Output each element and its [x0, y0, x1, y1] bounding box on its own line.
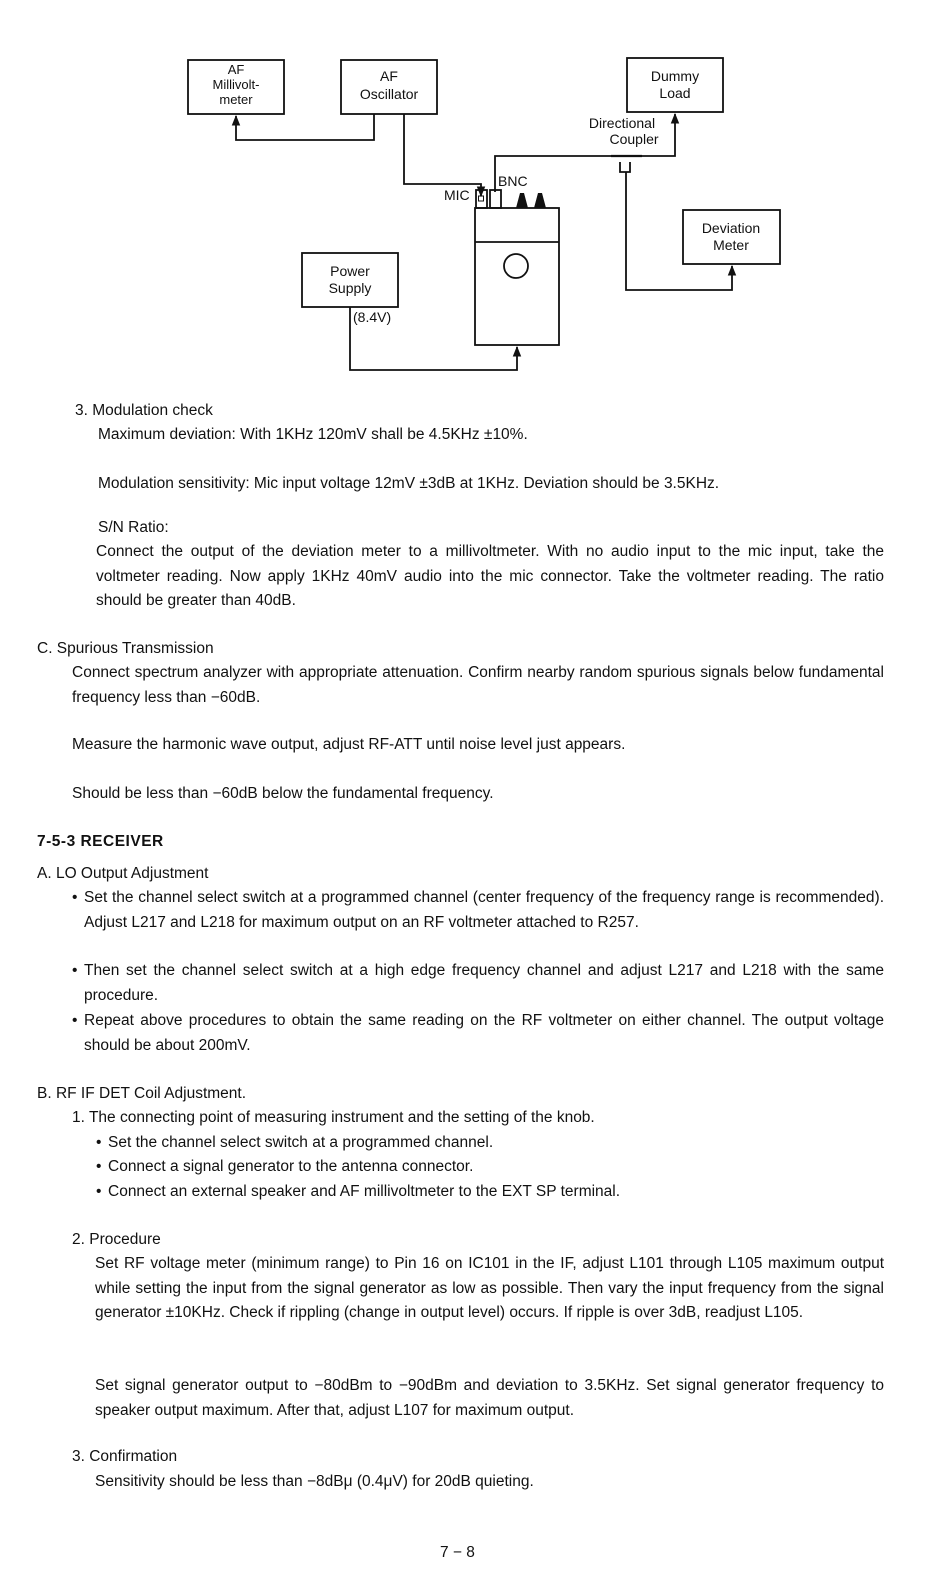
conn-item-1: Set the channel select switch at a programmed channel.: [108, 1134, 494, 1151]
conn-item-2: Connect a signal generator to the antenna connector.: [108, 1158, 474, 1175]
power-supply-label-2: Supply: [328, 280, 372, 296]
af-oscillator-label-2: Oscillator: [359, 86, 419, 102]
bullet-icon: •: [96, 1183, 102, 1200]
lo-item-1: Set the channel select switch at a programmed channel (center frequency of the frequency range is recommended). Adjust L217 and L218 for maximum output on an RF voltmeter attached to R257.: [84, 889, 884, 931]
spurious-text-1: Connect spectrum analyzer with appropriate attenuation. Confirm nearby random spurious signals below fundamental frequency less than −60dB.: [72, 664, 884, 706]
voltage-label: (8.4V): [353, 309, 392, 325]
deviation-meter-label-2: Meter: [713, 237, 749, 253]
bnc-label: BNC: [498, 173, 528, 189]
confirmation-text: Sensitivity should be less than −8dBμ (0.4μV) for 20dB quieting.: [95, 1473, 534, 1490]
dummy-load-label-2: Load: [659, 85, 691, 101]
procedure-text-1: Set RF voltage meter (minimum range) to Pin 16 on IC101 in the IF, adjust L101 through L105 maximum output while setting the input from the signal generator as low as possible. Then vary the input frequency from the signal generator ±10KHz. Check if rippling (change in output level) occurs. If ripple is over 3dB, readjust L105.: [95, 1255, 884, 1321]
rf-if-det-title: B. RF IF DET Coil Adjustment.: [37, 1085, 247, 1102]
radio-unit: [475, 208, 559, 345]
directional-coupler-label-1: Directional: [588, 115, 656, 131]
page-number: 7 − 8: [440, 1544, 475, 1561]
bullet-icon: •: [96, 1158, 102, 1175]
confirmation-title: 3. Confirmation: [72, 1448, 178, 1465]
bullet-icon: •: [72, 889, 78, 906]
modulation-sensitivity-text: Modulation sensitivity: Mic input voltage 12mV ±3dB at 1KHz. Deviation should be 3.5KHz.: [98, 475, 720, 492]
procedure-title: 2. Procedure: [72, 1231, 161, 1248]
dummy-load-label-1: Dummy: [650, 68, 700, 84]
mic-label: MIC: [444, 187, 470, 203]
modulation-check-title: 3. Modulation check: [75, 402, 213, 419]
test-setup-diagram: [0, 0, 950, 390]
bullet-icon: •: [72, 962, 78, 979]
bullet-icon: •: [72, 1012, 78, 1029]
receiver-heading: 7-5-3 RECEIVER: [37, 833, 164, 850]
af-oscillator-label-1: AF: [380, 68, 398, 84]
bullet-icon: •: [96, 1134, 102, 1151]
spurious-text-2: Measure the harmonic wave output, adjust RF-ATT until noise level just appears.: [72, 736, 626, 753]
bnc-connector: [490, 190, 501, 208]
connecting-point-title: 1. The connecting point of measuring instrument and the setting of the knob.: [72, 1109, 595, 1126]
procedure-text-2: Set signal generator output to −80dBm to −90dBm and deviation to 3.5KHz. Set signal generator frequency to speaker output maximum. After that, adjust L107 for maximum output.: [95, 1377, 884, 1419]
sn-ratio-title: S/N Ratio:: [98, 519, 169, 536]
spurious-title: C. Spurious Transmission: [37, 640, 214, 657]
lo-output-title: A. LO Output Adjustment: [37, 865, 209, 882]
directional-coupler-label-2: Coupler: [609, 131, 659, 147]
af-millivoltmeter-label-2: Millivolt-: [212, 77, 260, 92]
spurious-text-3: Should be less than −60dB below the fundamental frequency.: [72, 785, 494, 802]
max-deviation-text: Maximum deviation: With 1KHz 120mV shall be 4.5KHz ±10%.: [98, 426, 528, 443]
af-millivoltmeter-label-3: meter: [219, 92, 253, 107]
sn-ratio-text: Connect the output of the deviation meter to a millivoltmeter. With no audio input to the mic input, take the voltmeter reading. Now apply 1KHz 40mV audio into the mic connector. Take the voltmeter reading. The ratio should be greater than 40dB.: [96, 543, 884, 609]
af-millivoltmeter-label-1: AF: [227, 62, 245, 77]
radio-knob: [504, 254, 528, 278]
power-supply-label-1: Power: [330, 263, 370, 279]
conn-item-3: Connect an external speaker and AF millivoltmeter to the EXT SP terminal.: [108, 1183, 621, 1200]
lo-item-2: Then set the channel select switch at a high edge frequency channel and adjust L217 and L218 with the same procedure.: [84, 962, 884, 1004]
deviation-meter-label-1: Deviation: [701, 220, 761, 236]
lo-item-3: Repeat above procedures to obtain the same reading on the RF voltmeter on either channel. The output voltage should be about 200mV.: [84, 1012, 884, 1054]
